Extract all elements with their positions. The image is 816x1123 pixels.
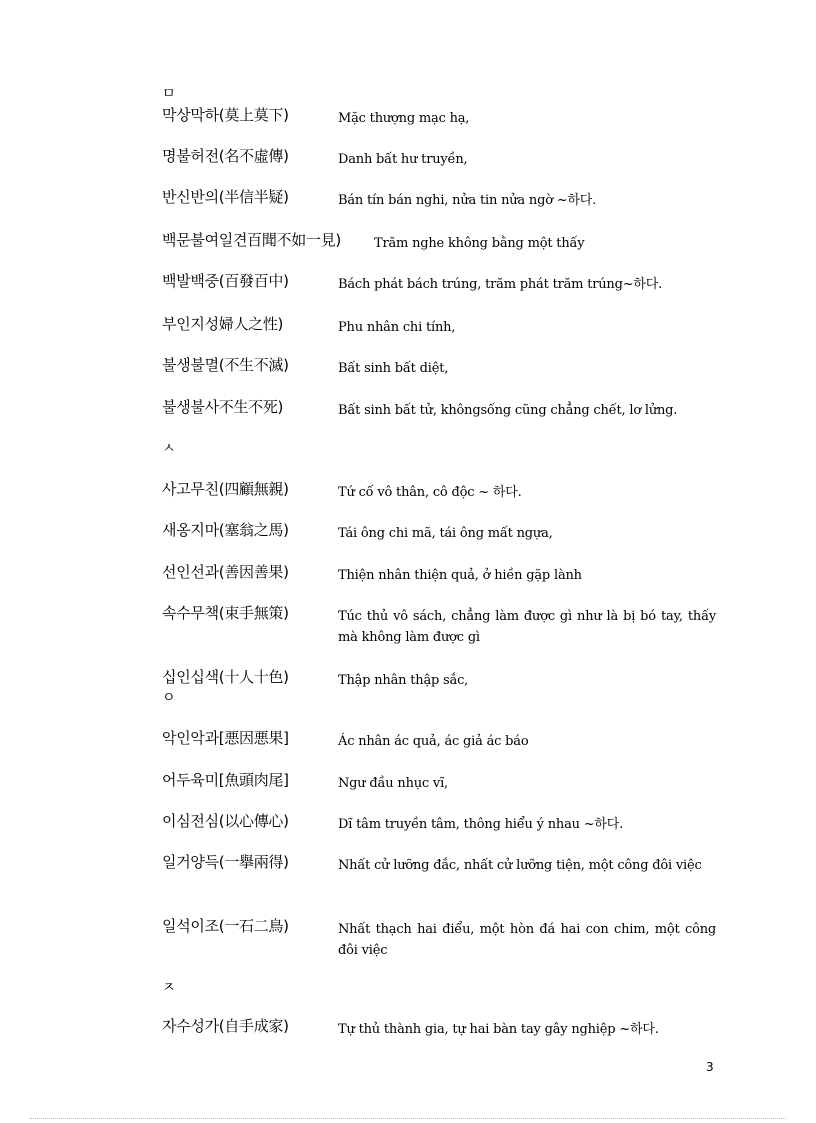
idiom-term: 일석이조(一石二鳥)	[162, 917, 289, 935]
idiom-term: 반신반의(半信半疑)	[162, 188, 289, 206]
idiom-meaning: Phu nhân chi tính,	[338, 320, 456, 335]
idiom-term: 어두육미[魚頭肉尾]	[162, 771, 289, 789]
idiom-meaning: Thập nhân thập sắc,	[338, 673, 469, 688]
page-number: 3	[706, 1060, 714, 1074]
idiom-term: 십인십색(十人十色)	[162, 668, 289, 686]
section-letter: ㅅ	[162, 441, 176, 457]
idiom-term: 자수성가(自手成家)	[162, 1017, 289, 1035]
idiom-term: 이심전심(以心傳心)	[162, 812, 289, 830]
idiom-meaning: Danh bất hư truyền,	[338, 152, 468, 167]
idiom-meaning: Bất sinh bất tử, khôngsống cũng chẳng chết, lơ lửng.	[338, 403, 678, 418]
idiom-meaning: Dĩ tâm truyền tâm, thông hiểu ý nhau ~하다.	[338, 817, 624, 832]
idiom-meaning: Tái ông chi mã, tái ông mất ngựa,	[338, 526, 553, 541]
idiom-meaning: Bách phát bách trúng, trăm phát trăm trúng~하다.	[338, 277, 663, 292]
idiom-term: 백문불여일견百聞不如一見)	[162, 231, 341, 249]
idiom-meaning: Tứ cố vô thân, cô độc ~ 하다.	[338, 485, 522, 500]
idiom-meaning: Ác nhân ác quả, ác giả ác báo	[338, 734, 529, 749]
idiom-meaning: Tự thủ thành gia, tự hai bàn tay gây nghiệp ~하다.	[338, 1022, 659, 1037]
idiom-meaning: Mặc thượng mạc hạ,	[338, 111, 470, 126]
idiom-term: 명불허전(名不虛傳)	[162, 147, 289, 165]
section-letter: ㅈ	[162, 980, 176, 996]
idiom-term: 부인지성婦人之性)	[162, 315, 284, 333]
idiom-term: 사고무친(四顧無親)	[162, 480, 289, 498]
idiom-meaning: Nhất thạch hai điểu, một hòn đá hai con chim, một công đôi việc	[338, 922, 716, 958]
idiom-meaning: Túc thủ vô sách, chẳng làm được gì như là bị bó tay, thấy mà không làm được gì	[338, 609, 716, 645]
idiom-term: 불생불사不生不死)	[162, 398, 284, 416]
idiom-term: 악인악과[悪因悪果]	[162, 729, 289, 747]
idiom-term: 막상막하(莫上莫下)	[162, 106, 289, 124]
section-letter: ㅇ	[162, 690, 176, 706]
idiom-meaning: Trăm nghe không bằng một thấy	[374, 236, 585, 251]
idiom-term: 불생불멸(不生不滅)	[162, 356, 289, 374]
idiom-term: 일거양득(一擧兩得)	[162, 853, 289, 871]
footer-divider	[30, 1118, 786, 1119]
idiom-term: 속수무책(束手無策)	[162, 604, 289, 622]
idiom-meaning: Bất sinh bất diệt,	[338, 361, 449, 376]
idiom-meaning: Ngư đầu nhục vĩ,	[338, 776, 448, 791]
section-letter: ㅁ	[162, 86, 176, 102]
idiom-meaning: Thiện nhân thiện quả, ở hiền gặp lành	[338, 568, 582, 583]
idiom-meaning: Bán tín bán nghi, nửa tin nửa ngờ ~하다.	[338, 193, 597, 208]
idiom-term: 선인선과(善因善果)	[162, 563, 289, 581]
idiom-meaning: Nhất cử lưỡng đắc, nhất cử lưỡng tiện, một công đôi việc	[338, 858, 702, 873]
idiom-term: 새옹지마(塞翁之馬)	[162, 521, 289, 539]
idiom-term: 백발백중(百發百中)	[162, 272, 289, 290]
